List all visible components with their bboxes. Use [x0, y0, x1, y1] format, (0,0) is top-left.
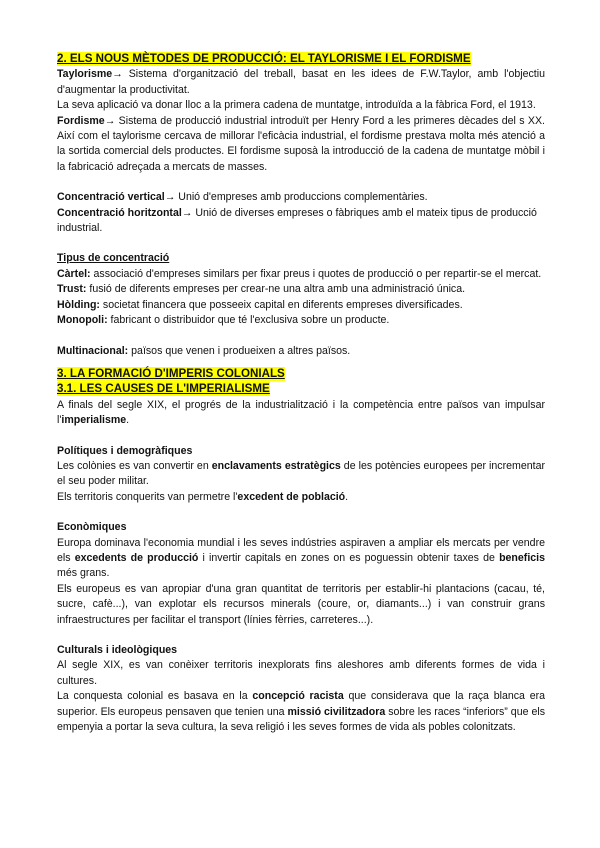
trust-term: Trust: [57, 283, 87, 296]
pol-text-a: Les colònies es van convertir en [57, 459, 212, 472]
intro-bold: imperialisme [61, 414, 127, 427]
politiques-heading [57, 444, 545, 459]
eco-text-e: més grans. [57, 567, 110, 580]
horitzontal-term: Concentració horitzontal [57, 206, 182, 219]
intro-text-c: . [126, 414, 130, 427]
cul-text-b: La conquesta colonial es basava en la [57, 690, 253, 703]
taylorisme-term: Taylorisme [57, 68, 113, 81]
politiques-paragraph [57, 459, 545, 490]
cartel-text: associació d'empreses similars per fixar preus i quotes de producció o per repartir-se el mercat. [90, 267, 542, 280]
eco-text-c: i invertir capitals en zones on es poguessin obtenir taxes de [198, 551, 500, 564]
economiques-heading-text: Econòmiques [57, 521, 127, 534]
vertical-paragraph [57, 190, 545, 205]
holding-term: Hòlding: [57, 298, 100, 311]
section-2-heading: 2. ELS NOUS MÈTODES DE PRODUCCIÓ: EL TAYLORISME I EL FORDISME [57, 52, 471, 65]
section-3-1-heading: 3.1. LES CAUSES DE L'IMPERIALISME [57, 382, 270, 396]
taylorisme-paragraph [57, 67, 545, 98]
cul-bold-e: missió civilitzadora [287, 705, 386, 718]
holding-paragraph [57, 298, 545, 313]
culturals-paragraph-2 [57, 689, 545, 735]
intro-paragraph [57, 398, 545, 429]
pol-text-f: . [345, 490, 349, 503]
tipus-heading: Tipus de concentració [57, 252, 170, 265]
culturals-heading-text: Culturals i ideològiques [57, 644, 178, 656]
monopoli-text: fabricant o distribuidor que té l'exclusiva sobre un producte. [107, 314, 390, 327]
pol-bold-e: excedent de població [237, 490, 346, 503]
cartel-term: Càrtel: [57, 267, 91, 280]
vertical-text: → Unió d'empreses amb produccions complementàries. [164, 191, 428, 204]
pol-bold-b: enclavaments estratègics [211, 459, 341, 472]
eco-text-a: Europa dominava l'economia mundial i les seves indústries aspiraven a ampliar els mercats per vendre els [57, 536, 545, 564]
economiques-paragraph-2: Els europeus es van apropiar d'una gran quantitat de territoris per establir-hi plantacions (cacau, té, sucre, cafè...), van explotar els recursos minerals (coure, or, diamants...) i van construir grans infraestructures per facilitar el transport (línies fèrries, carreteres...). [57, 582, 545, 626]
section-3-heading: 3. LA FORMACIÓ D'IMPERIS COLONIALS [57, 366, 285, 380]
fordisme-term: Fordisme [57, 114, 105, 127]
eco-bold-d: beneficis [499, 551, 545, 564]
taylorisme-paragraph-2: La seva aplicació va donar lloc a la primera cadena de muntatge, introduïda a la fàbrica Ford, el 1913. [57, 99, 536, 112]
cul-text-f: sobre les races “inferiors” que els empenyia a portar la seva cultura, la seva religió i les seves formes de vida als pobles colonitzats. [57, 705, 545, 734]
politiques-paragraph-2 [57, 490, 545, 505]
culturals-paragraph: Al segle XIX, es van conèixer territoris inexplorats fins aleshores amb diferents formes de vida i cultures. [57, 659, 545, 687]
eco-bold-b: excedents de producció [74, 551, 199, 564]
economiques-heading [57, 520, 545, 535]
fordisme-text: → Sistema de producció industrial introduït per Henry Ford a les primeres dècades del s XX. Així com el taylorisme cercava de millorar l'eficàcia industrial, el fordisme prestava molta més atenció a la sortida comercial dels productes. El fordisme suposà la introducció de la cadena de muntatge mòbil i la fabricació adreçada a mercats de masses. [57, 114, 545, 173]
document-page [57, 52, 545, 735]
monopoli-term: Monopoli: [57, 314, 108, 327]
multinacional-term: Multinacional: [57, 344, 129, 357]
intro-text-a: A finals del segle XIX, el progrés de la industrialització i la competència entre països van impulsar l' [57, 398, 545, 427]
multinacional-paragraph [57, 344, 545, 359]
monopoli-paragraph [57, 313, 545, 328]
trust-text: fusió de diferents empreses per crear-ne una altra amb una administració única. [86, 283, 466, 296]
horitzontal-paragraph [57, 206, 545, 237]
cul-bold-c: concepció racista [252, 690, 344, 703]
horitzontal-text: → Unió de diverses empreses o fàbriques amb el mateix tipus de producció industrial. [57, 206, 537, 235]
economiques-paragraph [57, 536, 545, 582]
cartel-paragraph [57, 267, 545, 282]
trust-paragraph [57, 282, 545, 297]
cul-text-d: que considerava que la raça blanca era superior. Els europeus pensaven que tenien una [57, 690, 546, 718]
taylorisme-text: → Sistema d'organització del treball, basat en les idees de F.W.Taylor, amb l'objectiu d'augmentar la productivitat. [57, 68, 545, 96]
multinacional-text: països que venen i produeixen a altres països. [128, 344, 351, 357]
fordisme-paragraph [57, 114, 545, 176]
pol-text-c: de les potències europees per incrementar el seu poder militar. [57, 459, 545, 488]
vertical-term: Concentració vertical [57, 191, 165, 204]
politiques-heading-text: Polítiques i demogràfiques [57, 444, 193, 457]
holding-text: societat financera que posseeix capital en diferents empreses diversificades. [99, 298, 463, 311]
culturals-heading [57, 643, 545, 658]
pol-text-d: Els territoris conquerits van permetre l' [57, 490, 238, 503]
